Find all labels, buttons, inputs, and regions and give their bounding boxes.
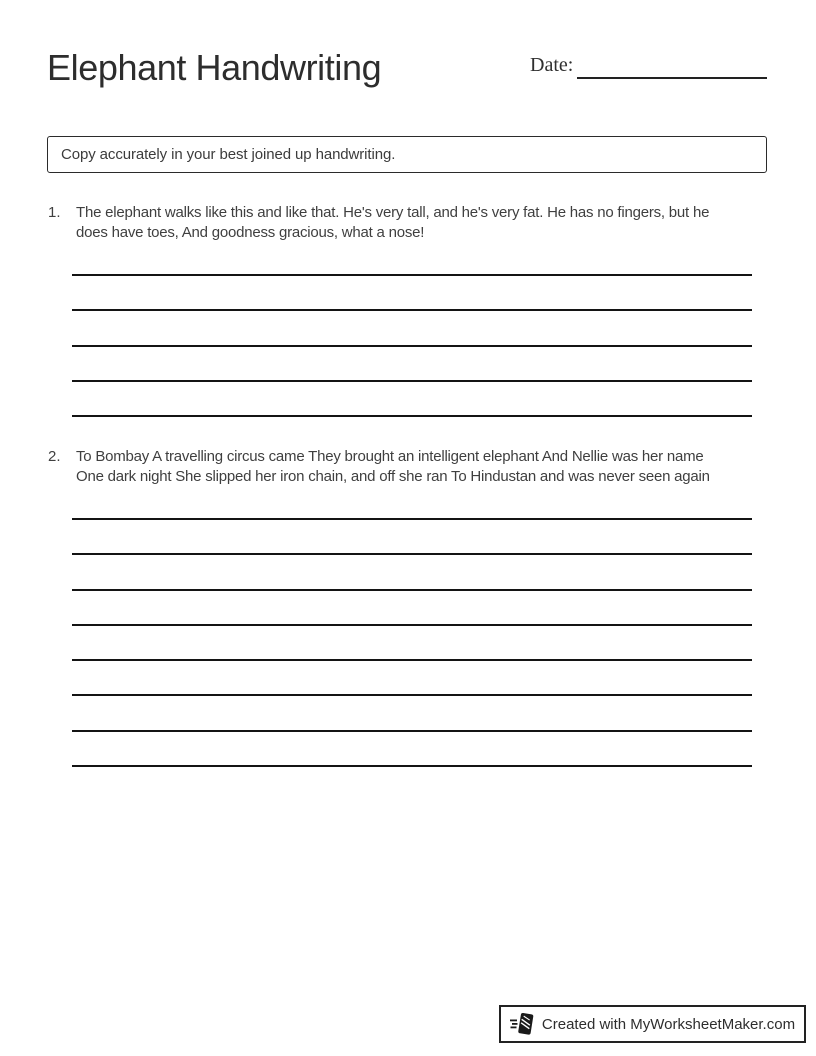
question-1-writing-lines (72, 274, 752, 450)
writing-line (72, 518, 752, 520)
writing-line (72, 694, 752, 696)
instructions-box (47, 136, 767, 173)
question-2-text-line-2: One dark night She slipped her iron chain, and off she ran To Hindustan and was never seen again (76, 467, 710, 485)
question-1-text (76, 203, 768, 242)
writing-line (72, 274, 752, 276)
worksheet-maker-credit-link[interactable] (499, 1005, 806, 1043)
writing-line (72, 553, 752, 555)
question-2 (48, 447, 768, 486)
writing-line (72, 380, 752, 382)
writing-line (72, 415, 752, 417)
question-1 (48, 203, 768, 242)
writing-line (72, 730, 752, 732)
worksheet-maker-logo-icon (510, 1011, 534, 1037)
page-title: Elephant Handwriting (47, 47, 382, 88)
question-2-text-line-1: To Bombay A travelling circus came They brought an intelligent elephant And Nellie was her name (76, 448, 704, 465)
date-blank-line (577, 77, 767, 79)
writing-line (72, 659, 752, 661)
writing-line (72, 589, 752, 591)
question-2-text (76, 447, 768, 486)
worksheet-maker-credit-text: Created with MyWorksheetMaker.com (541, 1015, 796, 1033)
date-label: Date: (530, 54, 574, 76)
writing-line (72, 624, 752, 626)
question-2-writing-lines (72, 518, 752, 800)
question-2-number: 2. (48, 448, 61, 465)
writing-line (72, 765, 752, 767)
question-1-text-line-1: The elephant walks like this and like that. He's very tall, and he's very fat. He has no fingers, but he (76, 204, 710, 221)
writing-line (72, 345, 752, 347)
question-1-number: 1. (48, 204, 61, 221)
question-1-text-line-2: does have toes, And goodness gracious, what a nose! (76, 223, 425, 241)
instructions-text: Copy accurately in your best joined up handwriting. (61, 146, 396, 163)
writing-line (72, 309, 752, 311)
